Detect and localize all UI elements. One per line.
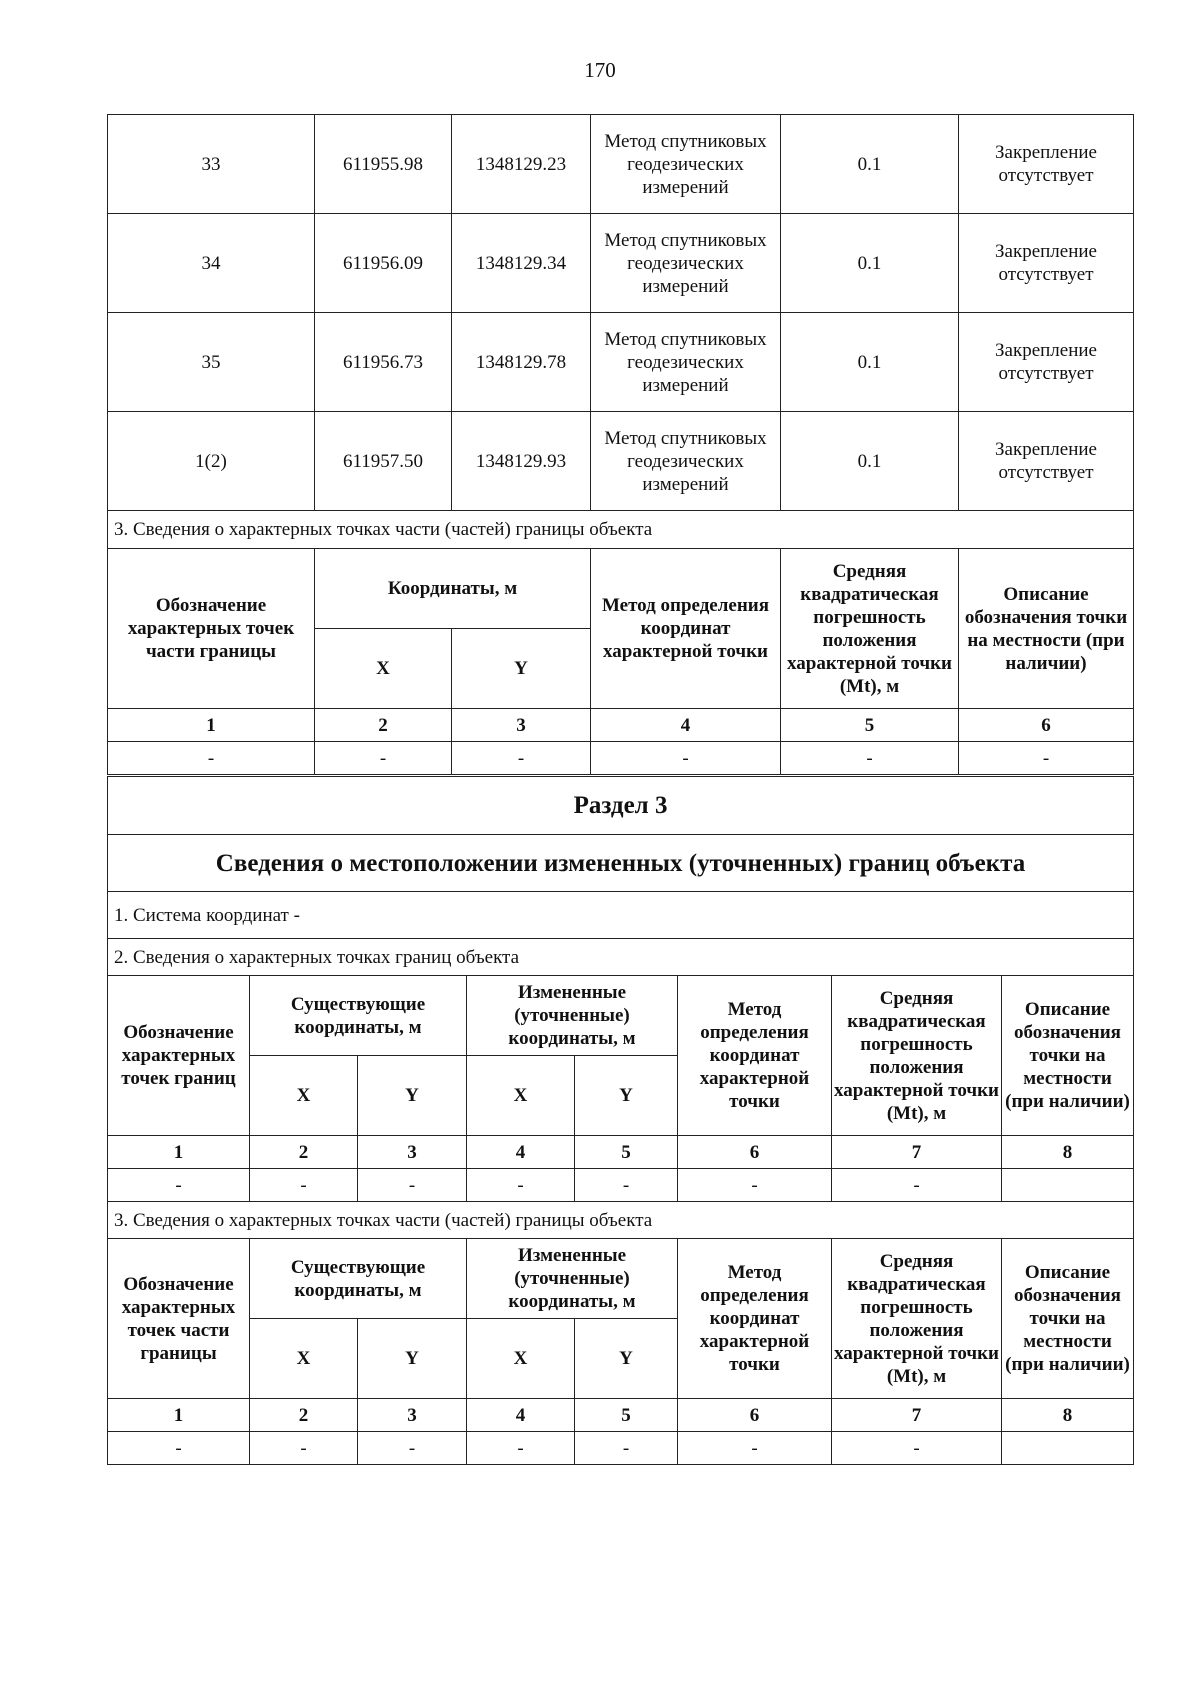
table-cell: - — [832, 1169, 1002, 1202]
point-number: 35 — [108, 313, 315, 412]
point-number: 33 — [108, 115, 315, 214]
column-number: 3 — [452, 709, 591, 742]
table-row — [108, 1432, 1134, 1465]
coord-system-row — [108, 892, 1134, 939]
column-number: 2 — [250, 1136, 358, 1169]
mean-error: 0.1 — [781, 313, 959, 412]
table-cell: - — [108, 1432, 250, 1465]
t3-header-method: Метод определения координат характерной точки — [678, 1239, 832, 1399]
column-number: 6 — [678, 1399, 832, 1432]
t2-header-changed: Измененные (уточненные) координаты, м — [467, 976, 678, 1056]
table-cell: - — [575, 1432, 678, 1465]
t2-header-row — [108, 976, 1134, 1056]
column-number: 4 — [591, 709, 781, 742]
section-subtitle: Сведения о местоположении измененных (уточненных) границ объекта — [108, 835, 1134, 892]
t2-header-method: Метод определения координат характерной точки — [678, 976, 832, 1136]
table-cell: - — [832, 1432, 1002, 1465]
mean-error: 0.1 — [781, 412, 959, 511]
header-x: X — [250, 1319, 358, 1399]
column-number: 4 — [467, 1399, 575, 1432]
header-x: X — [315, 629, 452, 709]
column-number: 5 — [575, 1399, 678, 1432]
t3-header-point: Обозначение характерных точек части границы — [108, 1239, 250, 1399]
coord-y: 1348129.23 — [452, 115, 591, 214]
description: Закрепление отсутствует — [959, 313, 1134, 412]
part-boundary-caption: 3. Сведения о характерных точках части (частей) границы объекта — [108, 511, 1134, 549]
header-description: Описание обозначения точки на местности (при наличии) — [959, 549, 1134, 709]
column-number: 6 — [959, 709, 1134, 742]
t2-caption-row — [108, 939, 1134, 976]
column-number: 7 — [832, 1399, 1002, 1432]
t2-header-mean-error: Средняя квадратическая погрешность положения характерной точки (Mt), м — [832, 976, 1002, 1136]
method: Метод спутниковых геодезических измерений — [591, 313, 781, 412]
table-row — [108, 214, 1134, 313]
column-number-row — [108, 1136, 1134, 1169]
t2-caption: 2. Сведения о характерных точках границ объекта — [108, 939, 1134, 976]
table-cell: - — [250, 1432, 358, 1465]
t3-header-mean-error: Средняя квадратическая погрешность положения характерной точки (Mt), м — [832, 1239, 1002, 1399]
column-number: 6 — [678, 1136, 832, 1169]
header-point-designation: Обозначение характерных точек части границы — [108, 549, 315, 709]
t3-header-changed: Измененные (уточненные) координаты, м — [467, 1239, 678, 1319]
column-number: 3 — [358, 1136, 467, 1169]
coord-y: 1348129.34 — [452, 214, 591, 313]
t3-header-existing: Существующие координаты, м — [250, 1239, 467, 1319]
table-cell: - — [108, 742, 315, 775]
t3-header-row — [108, 1239, 1134, 1319]
coord-y: 1348129.93 — [452, 412, 591, 511]
header-mean-error: Средняя квадратическая погрешность положения характерной точки (Mt), м — [781, 549, 959, 709]
method: Метод спутниковых геодезических измерений — [591, 214, 781, 313]
table-row — [108, 313, 1134, 412]
column-number: 1 — [108, 709, 315, 742]
table-cell: - — [575, 1169, 678, 1202]
header-y: Y — [575, 1319, 678, 1399]
table-cell: - — [678, 1432, 832, 1465]
coord-x: 611957.50 — [315, 412, 452, 511]
t3-header-description: Описание обозначения точки на местности (при наличии) — [1002, 1239, 1134, 1399]
table-cell: - — [315, 742, 452, 775]
header-x: X — [250, 1056, 358, 1136]
table-row — [108, 1169, 1134, 1202]
point-number: 34 — [108, 214, 315, 313]
points-rows — [108, 115, 1134, 511]
column-number: 5 — [781, 709, 959, 742]
method: Метод спутниковых геодезических измерений — [591, 115, 781, 214]
table-cell — [1002, 1169, 1134, 1202]
section-subtitle-row — [108, 835, 1134, 892]
column-number: 1 — [108, 1399, 250, 1432]
header-y: Y — [575, 1056, 678, 1136]
coord-y: 1348129.78 — [452, 313, 591, 412]
section-title-row — [108, 777, 1134, 835]
section-title: Раздел 3 — [108, 777, 1134, 835]
t2-header-point: Обозначение характерных точек границ — [108, 976, 250, 1136]
description: Закрепление отсутствует — [959, 214, 1134, 313]
table-row — [108, 742, 1134, 775]
header-y: Y — [358, 1319, 467, 1399]
column-number: 4 — [467, 1136, 575, 1169]
column-number-row — [108, 709, 1134, 742]
table-cell: - — [452, 742, 591, 775]
table-row — [108, 115, 1134, 214]
table-cell: - — [467, 1432, 575, 1465]
table-cell — [1002, 1432, 1134, 1465]
column-number: 7 — [832, 1136, 1002, 1169]
coord-x: 611956.09 — [315, 214, 452, 313]
description: Закрепление отсутствует — [959, 115, 1134, 214]
table-cell: - — [358, 1169, 467, 1202]
part-table-header-row — [108, 549, 1134, 629]
table-row — [108, 412, 1134, 511]
column-number: 2 — [315, 709, 452, 742]
description: Закрепление отсутствует — [959, 412, 1134, 511]
page-number: 170 — [584, 58, 616, 82]
table-cell: - — [781, 742, 959, 775]
column-number-row — [108, 1399, 1134, 1432]
point-number: 1(2) — [108, 412, 315, 511]
part-boundary-caption-row — [108, 511, 1134, 549]
method: Метод спутниковых геодезических измерений — [591, 412, 781, 511]
table-cell: - — [591, 742, 781, 775]
section-3-block — [107, 776, 1133, 1465]
header-x: X — [467, 1056, 575, 1136]
coord-system: 1. Система координат - — [108, 892, 1134, 939]
table-cell: - — [358, 1432, 467, 1465]
table-cell: - — [467, 1169, 575, 1202]
column-number: 5 — [575, 1136, 678, 1169]
header-coordinates: Координаты, м — [315, 549, 591, 629]
column-number: 3 — [358, 1399, 467, 1432]
mean-error: 0.1 — [781, 214, 959, 313]
header-x: X — [467, 1319, 575, 1399]
mean-error: 0.1 — [781, 115, 959, 214]
column-number: 8 — [1002, 1136, 1134, 1169]
coord-x: 611956.73 — [315, 313, 452, 412]
table-cell: - — [108, 1169, 250, 1202]
points-table-block — [107, 114, 1133, 775]
column-number: 2 — [250, 1399, 358, 1432]
coord-x: 611955.98 — [315, 115, 452, 214]
t2-header-description: Описание обозначения точки на местности (при наличии) — [1002, 976, 1134, 1136]
table-cell: - — [250, 1169, 358, 1202]
header-y: Y — [452, 629, 591, 709]
t2-header-existing: Существующие координаты, м — [250, 976, 467, 1056]
column-number: 8 — [1002, 1399, 1134, 1432]
t3-caption: 3. Сведения о характерных точках части (частей) границы объекта — [108, 1202, 1134, 1239]
header-y: Y — [358, 1056, 467, 1136]
t3-caption-row — [108, 1202, 1134, 1239]
table-cell: - — [959, 742, 1134, 775]
table-cell: - — [678, 1169, 832, 1202]
header-method: Метод определения координат характерной точки — [591, 549, 781, 709]
column-number: 1 — [108, 1136, 250, 1169]
